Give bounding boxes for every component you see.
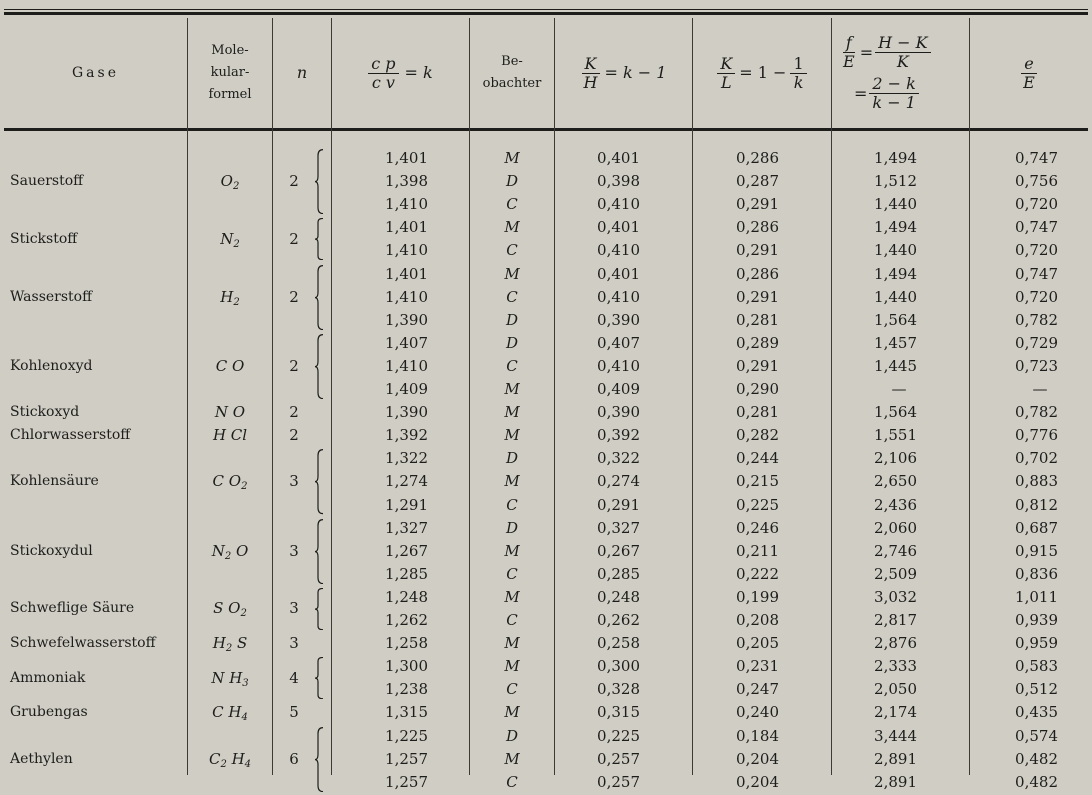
fraction-numerator: K — [582, 55, 600, 74]
fraction-denominator: k — [793, 72, 804, 92]
cell-k-over-l: 0,291 — [736, 356, 779, 375]
fraction-numerator: 2 − k — [869, 75, 918, 94]
fraction-numerator: c p — [368, 55, 398, 74]
fraction-1-k — [790, 55, 806, 92]
cell-e-over-e: 0,836 — [1015, 564, 1058, 583]
header-cp-cv — [332, 18, 469, 128]
header-beobachter-1: Be- — [501, 54, 523, 69]
header-fe-eq2: = — [854, 83, 868, 103]
cell-f-over-e: 1,445 — [874, 356, 917, 375]
cell-e-over-e: 0,687 — [1015, 518, 1058, 537]
cell-k-over-l: 0,291 — [736, 195, 779, 214]
molecular-formula — [188, 597, 272, 620]
cell-observer: D — [505, 310, 519, 329]
gas-name: Stickstoff — [10, 230, 78, 247]
cell-f-over-e: 1,551 — [874, 426, 917, 445]
cell-k-over-l: 0,240 — [736, 703, 779, 722]
cell-observer: C — [506, 564, 518, 583]
cell-k-over-l: 0,211 — [736, 541, 779, 560]
fraction-cp-cv — [368, 55, 398, 92]
cell-k-over-h: 0,225 — [597, 726, 640, 745]
gas-name: Wasserstoff — [10, 288, 93, 305]
cell-observer: M — [504, 703, 520, 722]
cell-k-over-h: 0,274 — [597, 472, 640, 491]
cell-k-over-h: 0,410 — [597, 241, 640, 260]
cell-k-over-h: 0,262 — [597, 611, 640, 629]
cell-e-over-e: 0,939 — [1015, 611, 1058, 629]
cell-ratio-k: 1,267 — [385, 541, 428, 560]
fraction-denominator: E — [843, 52, 855, 71]
fraction-numerator: e — [1021, 55, 1036, 74]
cell-e-over-e: 0,747 — [1015, 218, 1058, 237]
gas-name: Schweflige Säure — [10, 600, 135, 617]
cell-k-over-l: 0,286 — [736, 218, 779, 237]
cell-f-over-e: 2,060 — [874, 518, 917, 537]
cell-f-over-e: 1,440 — [874, 241, 917, 260]
cell-observer: D — [505, 172, 519, 191]
atom-count-n: 3 — [289, 541, 299, 560]
cell-k-over-h: 0,300 — [597, 657, 640, 676]
fraction-e-e — [1020, 55, 1038, 92]
formula-part: C H — [212, 703, 242, 722]
cell-f-over-e: 2,174 — [874, 703, 917, 722]
cell-k-over-h: 0,267 — [597, 541, 640, 560]
cell-e-over-e: 0,583 — [1015, 657, 1058, 676]
cell-f-over-e: 3,032 — [874, 587, 917, 606]
cell-k-over-h: 0,327 — [597, 518, 640, 537]
cell-ratio-k: 1,257 — [385, 749, 428, 768]
atom-count-n: 3 — [289, 472, 299, 491]
fraction-denominator: E — [1023, 72, 1035, 92]
cell-k-over-h: 0,390 — [597, 403, 640, 422]
cell-observer: M — [504, 541, 520, 560]
header-f-over-e — [832, 18, 969, 128]
cell-k-over-l: 0,204 — [736, 749, 779, 768]
cell-ratio-k: 1,262 — [385, 611, 428, 629]
cell-k-over-h: 0,285 — [597, 564, 640, 583]
formula-subscript: 3 — [242, 677, 249, 689]
cell-e-over-e: 0,747 — [1015, 264, 1058, 283]
cell-k-over-l: 0,291 — [736, 287, 779, 306]
atom-count-n: 2 — [289, 172, 299, 191]
cell-ratio-k: 1,238 — [385, 680, 428, 699]
gas-name: Kohlensäure — [10, 473, 99, 490]
formula-part: N O — [214, 403, 246, 422]
cell-k-over-h: 0,410 — [597, 195, 640, 214]
formula-part: O — [231, 541, 249, 560]
cell-k-over-l: 0,244 — [736, 449, 779, 468]
cell-ratio-k: 1,390 — [385, 403, 428, 422]
cell-k-over-l: 0,204 — [736, 772, 779, 791]
cell-k-over-h: 0,328 — [597, 680, 640, 699]
cell-observer: M — [504, 749, 520, 768]
cell-k-over-h: 0,291 — [597, 495, 640, 514]
gas-name: Aethylen — [10, 750, 73, 767]
atom-count-n: 2 — [289, 287, 299, 306]
cell-e-over-e: 1,011 — [1015, 587, 1058, 606]
cell-f-over-e: 2,650 — [874, 472, 917, 491]
cell-f-over-e: 2,746 — [874, 541, 917, 560]
cell-observer: M — [504, 380, 520, 398]
cell-observer: D — [505, 333, 519, 352]
cell-e-over-e: 0,782 — [1015, 310, 1058, 329]
header-n — [273, 18, 331, 128]
gas-name: Stickoxydul — [10, 542, 93, 559]
fraction-numerator: f — [843, 34, 855, 53]
header-n-text: n — [296, 63, 308, 82]
cell-e-over-e: 0,512 — [1015, 680, 1058, 699]
cell-f-over-e: 2,436 — [874, 495, 917, 514]
molecular-formula — [188, 401, 272, 424]
cell-f-over-e: 2,817 — [874, 611, 917, 629]
molecular-formula — [188, 540, 272, 563]
cell-ratio-k: 1,410 — [385, 356, 428, 375]
cell-ratio-k: 1,322 — [385, 449, 428, 468]
molecular-formula — [188, 286, 272, 309]
header-eq-k: = k — [404, 63, 433, 82]
header-bottom-rule — [4, 128, 1088, 131]
formula-subscript: 2 — [224, 550, 232, 562]
cell-e-over-e: 0,959 — [1015, 634, 1058, 653]
atom-count-n: 3 — [289, 599, 299, 618]
cell-k-over-l: 0,231 — [736, 657, 779, 676]
molecular-formula — [188, 632, 272, 655]
cell-k-over-l: 0,222 — [736, 564, 779, 583]
cell-k-over-h: 0,315 — [597, 703, 640, 722]
cell-f-over-e: 2,050 — [874, 680, 917, 699]
fraction-k-l — [717, 55, 735, 92]
cell-observer: C — [506, 195, 518, 214]
cell-e-over-e: 0,720 — [1015, 241, 1058, 260]
cell-observer: C — [506, 680, 518, 699]
cell-k-over-h: 0,401 — [597, 264, 640, 283]
header-k-over-l — [693, 18, 831, 128]
fraction-k-h — [581, 55, 601, 92]
formula-part: H — [220, 287, 234, 306]
cell-ratio-k: 1,315 — [385, 703, 428, 722]
cell-observer: M — [504, 634, 520, 653]
atom-count-n: 2 — [289, 356, 299, 375]
cell-observer: C — [506, 772, 518, 791]
cell-f-over-e: 2,333 — [874, 657, 917, 676]
cell-k-over-l: 0,208 — [736, 611, 779, 629]
cell-observer: M — [504, 426, 520, 445]
cell-e-over-e: 0,482 — [1015, 749, 1058, 768]
cell-k-over-l: 0,290 — [736, 380, 779, 398]
cell-ratio-k: 1,390 — [385, 310, 428, 329]
cell-f-over-e: 1,494 — [874, 264, 917, 283]
formula-part: S O — [213, 599, 241, 618]
formula-part: O — [220, 172, 233, 191]
cell-e-over-e: 0,435 — [1015, 703, 1058, 722]
cell-k-over-l: 0,199 — [736, 587, 779, 606]
cell-ratio-k: 1,410 — [385, 287, 428, 306]
cell-ratio-k: 1,274 — [385, 472, 428, 491]
cell-f-over-e: 1,440 — [874, 195, 917, 214]
cell-k-over-h: 0,257 — [597, 772, 640, 791]
cell-k-over-l: 0,282 — [736, 426, 779, 445]
cell-observer: M — [504, 472, 520, 491]
cell-e-over-e: 0,756 — [1015, 172, 1058, 191]
header-e-over-e — [970, 18, 1088, 128]
cell-ratio-k: 1,291 — [385, 495, 428, 514]
top-double-rule-thin — [4, 9, 1088, 10]
fraction-numerator: K — [717, 55, 735, 74]
fraction-numerator: H − K — [875, 34, 930, 53]
cell-k-over-h: 0,248 — [597, 587, 640, 606]
cell-k-over-l: 0,291 — [736, 241, 779, 260]
cell-ratio-k: 1,407 — [385, 333, 428, 352]
cell-k-over-h: 0,407 — [597, 333, 640, 352]
formula-part: H — [226, 749, 245, 768]
atom-count-n: 2 — [289, 403, 299, 422]
cell-observer: M — [504, 149, 520, 167]
header-fe-eq: = — [859, 42, 874, 62]
cell-observer: M — [504, 403, 520, 422]
header-gase — [4, 18, 187, 128]
fraction-h-minus-k — [875, 34, 930, 71]
cell-ratio-k: 1,258 — [385, 634, 428, 653]
cell-f-over-e: 3,444 — [874, 726, 917, 745]
cell-k-over-l: 0,286 — [736, 149, 779, 167]
cell-observer: M — [504, 587, 520, 606]
cell-k-over-h: 0,392 — [597, 426, 640, 445]
molecular-formula — [188, 170, 272, 193]
formula-subscript: 2 — [241, 481, 248, 493]
cell-k-over-h: 0,257 — [597, 749, 640, 768]
cell-k-over-l: 0,287 — [736, 172, 779, 191]
gas-name: Kohlenoxyd — [10, 357, 93, 374]
header-beobachter-2: obachter — [482, 76, 542, 91]
fraction-f-e — [840, 34, 858, 71]
cell-f-over-e: — — [891, 380, 907, 398]
header-kh-rhs: = k − 1 — [604, 63, 667, 82]
cell-f-over-e: 1,564 — [874, 403, 917, 422]
fraction-numerator: 1 — [790, 55, 806, 74]
fraction-denominator: K — [896, 52, 909, 71]
molecular-formula — [188, 424, 272, 447]
cell-observer: D — [505, 518, 519, 537]
cell-ratio-k: 1,327 — [385, 518, 428, 537]
cell-ratio-k: 1,398 — [385, 172, 428, 191]
header-kl-mid: = 1 − — [739, 63, 787, 82]
atom-count-n: 6 — [289, 749, 299, 768]
fraction-denominator: c v — [371, 72, 395, 92]
molecular-formula — [188, 701, 272, 724]
cell-e-over-e: 0,915 — [1015, 541, 1058, 560]
cell-k-over-h: 0,398 — [597, 172, 640, 191]
gas-name: Ammoniak — [10, 669, 86, 686]
atom-count-n: 2 — [289, 229, 299, 248]
cell-observer: M — [504, 657, 520, 676]
atom-count-n: 3 — [289, 634, 299, 653]
cell-e-over-e: 0,574 — [1015, 726, 1058, 745]
cell-k-over-h: 0,409 — [597, 380, 640, 398]
cell-e-over-e: 0,482 — [1015, 772, 1058, 791]
header-fe-line2 — [854, 75, 919, 112]
cell-e-over-e: 0,729 — [1015, 333, 1058, 352]
cell-k-over-l: 0,286 — [736, 264, 779, 283]
cell-e-over-e: 0,782 — [1015, 403, 1058, 422]
cell-observer: C — [506, 287, 518, 306]
cell-k-over-h: 0,410 — [597, 287, 640, 306]
gas-name: Grubengas — [10, 704, 88, 721]
cell-k-over-l: 0,289 — [736, 333, 779, 352]
column-divider — [187, 18, 188, 775]
formula-part: C — [208, 749, 221, 768]
formula-subscript: 2 — [233, 296, 240, 308]
top-double-rule-thick — [4, 12, 1088, 15]
cell-ratio-k: 1,225 — [385, 726, 428, 745]
cell-e-over-e: 0,747 — [1015, 149, 1058, 167]
cell-e-over-e: 0,812 — [1015, 495, 1058, 514]
cell-f-over-e: 2,891 — [874, 772, 917, 791]
cell-observer: D — [505, 449, 519, 468]
cell-ratio-k: 1,285 — [385, 564, 428, 583]
cell-f-over-e: 1,494 — [874, 218, 917, 237]
atom-count-n: 2 — [289, 426, 299, 445]
formula-subscript: 2 — [233, 238, 240, 250]
cell-ratio-k: 1,401 — [385, 149, 428, 167]
gas-name: Schwefelwasserstoff — [10, 635, 156, 652]
header-kular: kular- — [210, 65, 250, 80]
molecular-formula — [188, 355, 272, 378]
cell-k-over-l: 0,184 — [736, 726, 779, 745]
cell-e-over-e: 0,723 — [1015, 356, 1058, 375]
cell-f-over-e: 2,891 — [874, 749, 917, 768]
column-divider — [272, 18, 273, 775]
cell-f-over-e: 1,457 — [874, 333, 917, 352]
molecular-formula — [188, 470, 272, 493]
cell-k-over-l: 0,205 — [736, 634, 779, 653]
cell-e-over-e: 0,720 — [1015, 287, 1058, 306]
molecular-formula — [188, 667, 272, 690]
cell-k-over-h: 0,401 — [597, 149, 640, 167]
fraction-denominator: H — [583, 72, 598, 92]
gas-name: Chlorwasserstoff — [10, 427, 131, 444]
formula-part: C O — [212, 472, 242, 491]
cell-f-over-e: 2,106 — [874, 449, 917, 468]
cell-k-over-l: 0,281 — [736, 403, 779, 422]
cell-observer: M — [504, 218, 520, 237]
formula-part: N — [220, 229, 234, 248]
header-k-over-h — [555, 18, 692, 128]
formula-part: H — [212, 634, 226, 653]
formula-part: C O — [215, 356, 245, 375]
cell-k-over-h: 0,390 — [597, 310, 640, 329]
cell-observer: M — [504, 264, 520, 283]
formula-subscript: 4 — [244, 758, 252, 770]
cell-k-over-h: 0,410 — [597, 356, 640, 375]
formula-subscript: 2 — [225, 643, 233, 655]
cell-k-over-h: 0,401 — [597, 218, 640, 237]
cell-observer: C — [506, 495, 518, 514]
cell-k-over-l: 0,246 — [736, 518, 779, 537]
cell-e-over-e: 0,776 — [1015, 426, 1058, 445]
cell-f-over-e: 2,876 — [874, 634, 917, 653]
cell-k-over-l: 0,215 — [736, 472, 779, 491]
cell-k-over-l: 0,225 — [736, 495, 779, 514]
cell-k-over-h: 0,258 — [597, 634, 640, 653]
header-fe-line1 — [840, 34, 931, 71]
cell-e-over-e: — — [1032, 380, 1048, 398]
formula-part: N — [211, 541, 225, 560]
cell-observer: D — [505, 726, 519, 745]
cell-observer: C — [506, 356, 518, 375]
gas-name: Stickoxyd — [10, 404, 80, 421]
cell-ratio-k: 1,248 — [385, 587, 428, 606]
cell-f-over-e: 1,440 — [874, 287, 917, 306]
cell-e-over-e: 0,883 — [1015, 472, 1058, 491]
fraction-denominator: k − 1 — [872, 93, 916, 112]
formula-subscript: 2 — [220, 758, 227, 770]
fraction-denominator: L — [721, 72, 732, 92]
cell-e-over-e: 0,702 — [1015, 449, 1058, 468]
formula-subscript: 2 — [240, 608, 247, 620]
cell-k-over-l: 0,247 — [736, 680, 779, 699]
header-molekularformel — [188, 18, 272, 128]
cell-ratio-k: 1,410 — [385, 241, 428, 260]
cell-observer: C — [506, 241, 518, 260]
molecular-formula — [188, 748, 272, 771]
atom-count-n: 5 — [289, 703, 299, 722]
cell-ratio-k: 1,401 — [385, 264, 428, 283]
cell-k-over-h: 0,322 — [597, 449, 640, 468]
cell-ratio-k: 1,257 — [385, 772, 428, 791]
cell-ratio-k: 1,410 — [385, 195, 428, 214]
header-beobachter — [470, 18, 554, 128]
formula-subscript: 2 — [232, 181, 240, 193]
header-gase-text: Gase — [72, 65, 119, 81]
formula-subscript: 4 — [241, 712, 248, 724]
gas-name: Sauerstoff — [10, 173, 84, 190]
cell-ratio-k: 1,409 — [385, 380, 428, 398]
cell-f-over-e: 1,564 — [874, 310, 917, 329]
formula-part: H Cl — [212, 426, 248, 445]
fraction-2-minus-k — [869, 75, 918, 112]
formula-part: N H — [211, 668, 243, 687]
cell-f-over-e: 1,512 — [874, 172, 917, 191]
cell-observer: C — [506, 611, 518, 629]
molecular-formula — [188, 228, 272, 251]
cell-ratio-k: 1,401 — [385, 218, 428, 237]
header-formel: formel — [208, 87, 252, 102]
cell-k-over-l: 0,281 — [736, 310, 779, 329]
cell-f-over-e: 1,494 — [874, 149, 917, 167]
cell-ratio-k: 1,392 — [385, 426, 428, 445]
atom-count-n: 4 — [289, 668, 299, 687]
cell-e-over-e: 0,720 — [1015, 195, 1058, 214]
cell-ratio-k: 1,300 — [385, 657, 428, 676]
header-mole: Mole- — [211, 43, 249, 58]
cell-f-over-e: 2,509 — [874, 564, 917, 583]
formula-part: S — [232, 634, 248, 653]
